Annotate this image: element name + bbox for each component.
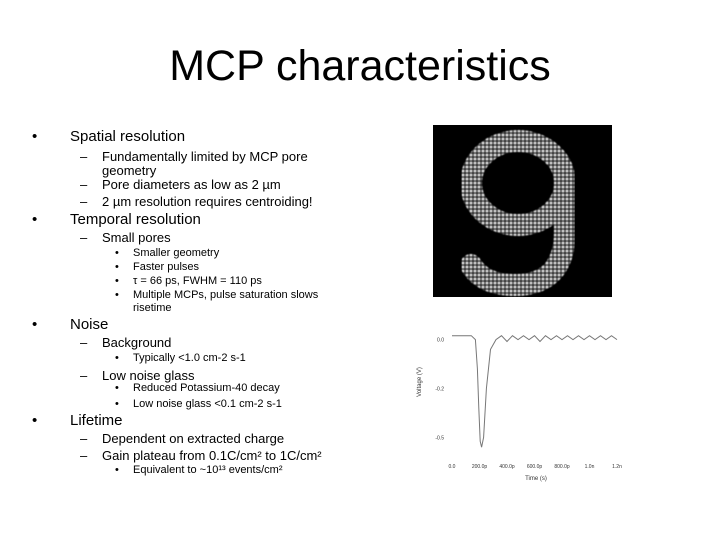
- bullet-marker: •: [32, 128, 38, 145]
- x-tick-label: 0.0: [448, 464, 456, 470]
- dash-marker: –: [80, 448, 88, 463]
- dash-marker: –: [80, 230, 88, 245]
- voltage-time-chart: [412, 312, 620, 484]
- bullet-marker: •: [115, 398, 119, 410]
- noise-background-item: Typically <1.0 cm-2 s-1: [133, 352, 246, 364]
- bullet-marker: •: [115, 275, 119, 287]
- temporal-small-pores: Small pores: [102, 230, 171, 245]
- x-tick-label: 200.0p: [471, 464, 488, 470]
- bullet-marker: •: [32, 412, 38, 429]
- x-tick-label: 400.0p: [499, 464, 515, 470]
- lifetime-sub-1: Dependent on extracted charge: [102, 431, 285, 446]
- noise-glass-item-1: Reduced Potassium-40 decay: [133, 382, 280, 394]
- temporal-item-3: τ = 66 ps, FWHM = 110 ps: [133, 275, 262, 287]
- dash-marker: –: [80, 335, 88, 350]
- bullet-marker: •: [115, 261, 119, 273]
- spatial-sub-1: Fundamentally limited by MCP pore: [102, 149, 308, 164]
- spatial-sub-3: 2 µm resolution requires centroiding!: [102, 194, 313, 209]
- dash-marker: –: [80, 177, 88, 192]
- y-tick-label: -0.5: [435, 435, 444, 442]
- dash-marker: –: [80, 194, 88, 209]
- bullet-temporal-resolution: Temporal resolution: [70, 211, 201, 228]
- lifetime-item: Equivalent to ~10¹³ events/cm²: [133, 464, 283, 476]
- dash-marker: –: [80, 149, 88, 164]
- x-tick-label: 1.2n: [612, 464, 622, 470]
- temporal-item-1: Smaller geometry: [133, 247, 220, 259]
- bullet-marker: •: [32, 211, 38, 228]
- bullet-lifetime: Lifetime: [70, 412, 123, 429]
- bullet-marker: •: [115, 464, 119, 476]
- x-tick-label: 800.0p: [554, 464, 570, 470]
- noise-background: Background: [102, 335, 172, 350]
- bullet-marker: •: [115, 247, 119, 259]
- bullet-marker: •: [32, 316, 38, 333]
- bullet-noise: Noise: [70, 316, 109, 333]
- temporal-item-4-cont: risetime: [133, 302, 172, 314]
- dash-marker: –: [80, 431, 88, 446]
- x-tick-label: 600.0p: [526, 464, 543, 470]
- bullet-spatial-resolution: Spatial resolution: [70, 128, 186, 145]
- slide-title: MCP characteristics: [169, 42, 551, 90]
- spatial-sub-2: Pore diameters as low as 2 µm: [102, 177, 281, 192]
- bullet-marker: •: [115, 289, 119, 301]
- lifetime-sub-2: Gain plateau from 0.1C/cm² to 1C/cm²: [102, 448, 322, 463]
- chart-ylabel: Voltage (V): [417, 367, 423, 397]
- temporal-item-2: Faster pulses: [133, 261, 200, 273]
- bullet-marker: •: [115, 382, 119, 394]
- x-tick-label: 1.0n: [584, 464, 595, 470]
- digit-nine-icon: [433, 125, 612, 297]
- noise-glass-item-2: Low noise glass <0.1 cm-2 s-1: [133, 398, 282, 410]
- dash-marker: –: [80, 368, 88, 383]
- spatial-sub-1-cont: geometry: [102, 163, 157, 178]
- y-tick-label: 0.0: [437, 337, 444, 344]
- chart-xlabel: Time (s): [525, 476, 547, 482]
- chart-series-line: [452, 336, 617, 448]
- y-tick-label: -0.2: [435, 386, 444, 393]
- noise-low-noise-glass: Low noise glass: [102, 368, 195, 383]
- bullet-marker: •: [115, 352, 119, 364]
- temporal-item-4: Multiple MCPs, pulse saturation slows: [133, 289, 319, 301]
